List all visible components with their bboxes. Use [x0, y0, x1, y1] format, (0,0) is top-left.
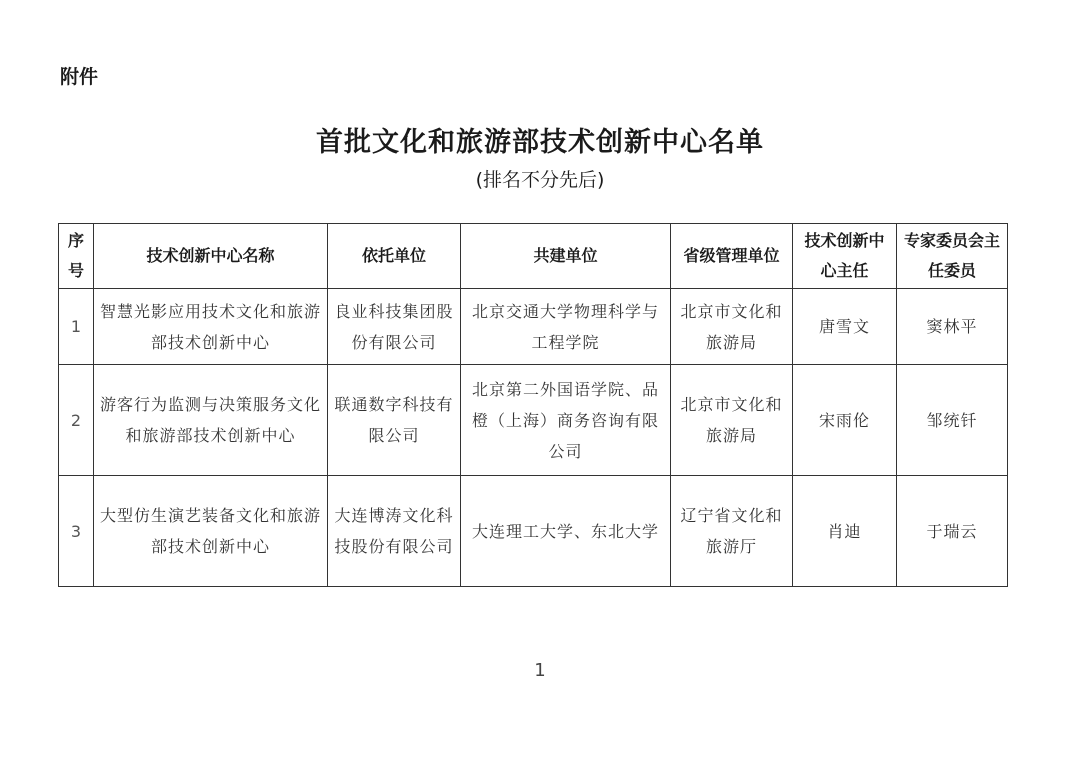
- header-partner-unit: 共建单位: [461, 224, 671, 289]
- page-title: 首批文化和旅游部技术创新中心名单: [316, 127, 764, 158]
- table-row: [59, 289, 1008, 365]
- cell-center-director: 唐雪文: [793, 289, 897, 365]
- cell-center-director: 肖迪: [793, 476, 897, 587]
- cell-partner-unit: 北京第二外国语学院、品橙（上海）商务咨询有限公司: [461, 365, 671, 476]
- cell-center-name: 智慧光影应用技术文化和旅游部技术创新中心: [94, 289, 328, 365]
- header-host-unit: 依托单位: [328, 224, 461, 289]
- table-row: [59, 365, 1008, 476]
- center-list-table: [58, 223, 1008, 587]
- page-subtitle: (排名不分先后): [475, 169, 605, 191]
- cell-committee-chair: 窦林平: [897, 289, 1008, 365]
- header-provincial-admin: 省级管理单位: [671, 224, 793, 289]
- cell-host-unit: 大连博涛文化科技股份有限公司: [328, 476, 461, 587]
- cell-host-unit: 联通数字科技有限公司: [328, 365, 461, 476]
- attachment-label: 附件: [60, 66, 99, 88]
- cell-committee-chair: 邹统钎: [897, 365, 1008, 476]
- cell-number: 3: [59, 476, 94, 587]
- table-row: [59, 476, 1008, 587]
- header-center-director: 技术创新中心主任: [793, 224, 897, 289]
- cell-center-name: 大型仿生演艺装备文化和旅游部技术创新中心: [94, 476, 328, 587]
- cell-number: 2: [59, 365, 94, 476]
- header-number: 序号: [59, 224, 94, 289]
- cell-committee-chair: 于瑞云: [897, 476, 1008, 587]
- cell-provincial-admin: 北京市文化和旅游局: [671, 289, 793, 365]
- header-center-name: 技术创新中心名称: [94, 224, 328, 289]
- cell-partner-unit: 大连理工大学、东北大学: [461, 476, 671, 587]
- cell-provincial-admin: 北京市文化和旅游局: [671, 365, 793, 476]
- cell-host-unit: 良业科技集团股份有限公司: [328, 289, 461, 365]
- page-number: 1: [534, 660, 546, 681]
- cell-provincial-admin: 辽宁省文化和旅游厅: [671, 476, 793, 587]
- cell-center-name: 游客行为监测与决策服务文化和旅游部技术创新中心: [94, 365, 328, 476]
- cell-partner-unit: 北京交通大学物理科学与工程学院: [461, 289, 671, 365]
- header-committee-chair: 专家委员会主任委员: [897, 224, 1008, 289]
- cell-number: 1: [59, 289, 94, 365]
- table-header-row: [59, 224, 1008, 289]
- cell-center-director: 宋雨伦: [793, 365, 897, 476]
